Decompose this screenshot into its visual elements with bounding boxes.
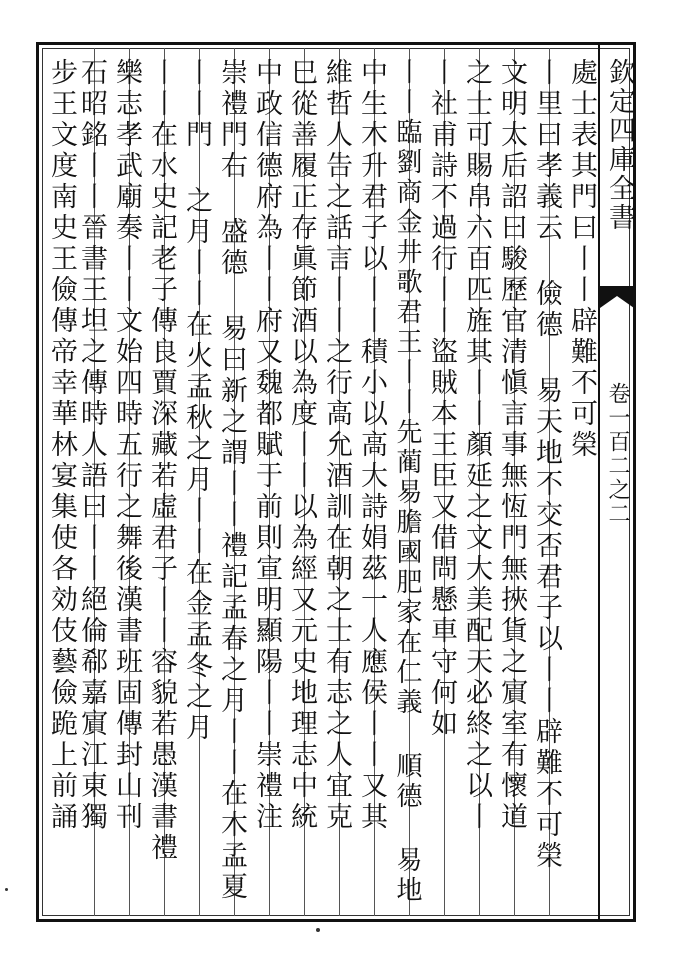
text-column-2: 丨里曰孝義云 儉德 易天地不交否君子以丨丨辟難不可榮 [531,58,562,872]
text-column-5: 丨社甫詩不過行丨丨盜賊本王臣又借問懸車守何如 [426,58,457,740]
ink-speck [5,888,8,891]
text-column-10: 中政信德府為丨丨府又魏都賦于前則宣明顯陽丨丨崇禮注 [251,58,282,833]
text-column-6: 丨丨臨劉商金井歌君王丨丨先蔺易膽國肥家在仁義 順德 易地 [392,58,422,906]
text-column-16: 步王文度南史王儉傳帝幸華林宴集使各効伎藝儉跪上前誦 [46,58,77,833]
book-title: 欽定四庫全書 [604,58,635,232]
fish-tail-mark [600,286,634,308]
volume-label: 卷一百二之二 [605,382,630,526]
text-column-13: 丨丨在水史記老子傳良賈深藏若虛君子丨丨容貌若愚漢書禮 [146,58,177,864]
text-column-7: 中生木升君子以丨丨積小以高大詩娟茲一人應侯丨丨又其 [356,58,387,833]
text-column-11: 崇禮門右 盛德 易曰新之謂丨丨禮記孟春之月丨丨在木孟夏 [216,58,247,903]
text-column-15: 石昭銘丨丨晉書王坦之傳時人語曰丨丨絕倫郗嘉賔江東獨 [76,58,107,833]
text-column-8: 維哲人告之話言丨丨之行高允酒訓在朝之士有志之人宜克 [321,58,352,833]
text-column-1: 處士表其門曰丨丨辟難不可榮 [566,58,597,461]
text-column-3: 文明太后詔曰駿歷官清愼言事無恆門無挾貨之賔室有懷道 [496,58,527,833]
text-column-12: 丨丨門 之月丨丨在火孟秋之月丨丨在金孟冬之月 [181,58,212,744]
text-column-4: 之士可賜帛六百匹旌其丨丨顏延之文大美配天必終之以丨 [461,58,492,833]
ink-speck [316,928,320,932]
text-column-9: 巳從善履正存眞節酒以為度丨丨以為經又元史地理志中統 [286,58,317,833]
text-column-14: 樂志孝武廟奏丨丨文始四時五行之舞後漢書班固傳封山刊 [111,58,142,833]
